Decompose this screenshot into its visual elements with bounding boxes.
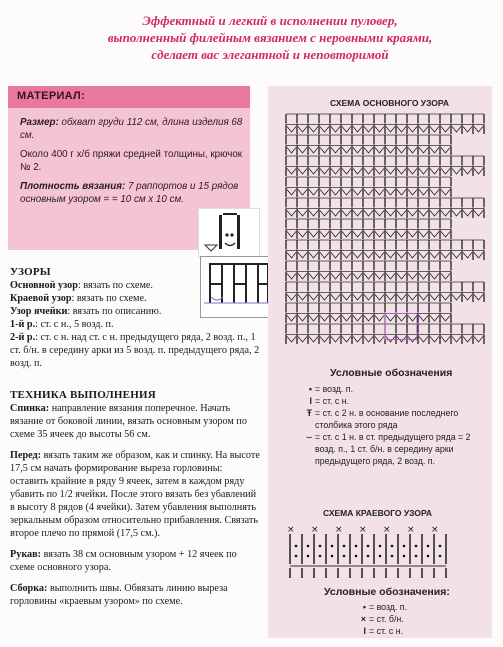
front-paragraph	[10, 449, 262, 540]
main-pattern-chart	[268, 86, 492, 346]
legend2-title: Условные обозначения:	[324, 586, 450, 598]
legend2-text: = ст. с н.	[369, 626, 404, 636]
patterns-section	[10, 266, 262, 370]
legend-symbol: I	[309, 396, 312, 406]
legend2-list	[338, 601, 478, 637]
pattern-main-text: : вязать по схеме.	[77, 280, 153, 291]
pattern-edge-text: : вязать по схеме.	[71, 293, 147, 304]
legend2-text: = возд. п.	[369, 602, 408, 612]
svg-text:×: ×	[287, 525, 295, 535]
assembly-label: Сборка:	[10, 583, 48, 594]
legend-symbol: Ŧ	[306, 408, 312, 418]
svg-text:×: ×	[431, 525, 439, 535]
front-text: вязать таким же образом, как и спинку. На высоте 17,5 см начать формирование выреза горловины: оставить крайние в ряду 9 ячеек, затем в каждом ряду убавить по 1/2 ячейки. После этого вязать без убавлений в высоту 8 рядов (4 ячейки). Затем убавления выполнять зеркальным образом относительно прибавления. Связать второе плечо по прямой (17,5 см.).	[10, 450, 260, 539]
svg-text:×: ×	[335, 525, 343, 535]
material-header	[8, 86, 250, 108]
legend-title: Условные обозначения	[330, 367, 453, 379]
pattern-row2	[10, 331, 262, 370]
legend-text: = ст. с 2 н. в основание последнего столбика этого ряда	[315, 408, 459, 430]
pattern-cell	[10, 305, 262, 318]
svg-text:×: ×	[383, 525, 391, 535]
svg-text:×: ×	[359, 525, 367, 535]
page-title	[60, 12, 480, 63]
pattern-main	[10, 279, 262, 292]
title-line-1: Эффектный и легкий в исполнении пуловер,	[142, 13, 398, 28]
density-paragraph	[20, 180, 245, 206]
legend2-symbol: •	[362, 602, 366, 612]
svg-text:×: ×	[407, 525, 415, 535]
size-text: обхват груди 112 см, длина изделия 68 см.	[20, 117, 243, 141]
material-body	[20, 116, 245, 212]
legend2-symbol: ×	[360, 614, 366, 624]
legend-item	[284, 407, 484, 431]
pattern-cell-label: Узор ячейки	[10, 306, 68, 317]
title-line-3: сделает вас элегантной и неповторимой	[151, 47, 389, 62]
pattern-row1	[10, 318, 262, 331]
svg-text:×: ×	[311, 525, 319, 535]
size-paragraph	[20, 116, 245, 142]
edge-pattern-title: СХЕМА КРАЕВОГО УЗОРА	[323, 508, 433, 518]
density-text: 7 раппортов и 15 рядов основным узором = = 10 см х 10 см.	[20, 181, 239, 205]
legend2-symbol: I	[363, 626, 366, 636]
pattern-cell-text: : вязать по описанию.	[67, 306, 162, 317]
diagram-panel	[268, 86, 492, 638]
legend2-text: = ст. б/н.	[369, 614, 404, 624]
sleeve-paragraph	[10, 548, 262, 574]
legend2-item	[338, 613, 478, 625]
legend-symbol: ⌣	[306, 432, 312, 442]
technique-heading: ТЕХНИКА ВЫПОЛНЕНИЯ	[10, 389, 156, 401]
cell-symbol-svg	[199, 209, 259, 257]
assembly-paragraph	[10, 582, 262, 608]
legend-text: = ст. с 1 н. в ст. предыдущего ряда = 2 возд. п., 1 ст. б/н. в середину арки предыдущего ряда, 2 возд. п.	[315, 432, 471, 466]
legend-text: = ст. с н.	[315, 396, 350, 406]
main-pattern-title: СХЕМА ОСНОВНОГО УЗОРА	[330, 98, 449, 108]
sleeve-label: Рукав:	[10, 549, 42, 560]
yarn-paragraph: Около 400 г х/б пряжи средней толщины, крючок № 2.	[20, 149, 243, 173]
front-label: Перед:	[10, 450, 42, 461]
row1-label: 1-й р.	[10, 319, 36, 330]
pattern-main-label: Основной узор	[10, 280, 78, 291]
legend-symbol: •	[308, 384, 312, 394]
legend-item	[284, 431, 484, 467]
cell-symbol-diagram	[198, 208, 260, 258]
sleeve-text: вязать 38 см основным узором + 12 ячеек по схеме основного узора.	[10, 549, 237, 573]
legend-list	[284, 383, 484, 467]
density-label: Плотность вязания:	[20, 181, 126, 192]
row1-text: : ст. с н., 5 возд. п.	[35, 319, 114, 330]
back-paragraph	[10, 402, 262, 441]
technique-section	[10, 389, 262, 608]
row2-text: : ст. с н. над ст. с н. предыдущего ряда, 2 возд. п., 1 ст. б/н. в середину арки из 5 возд. п. предыдущего ряда, 2 возд. п.	[10, 332, 260, 369]
legend2-item	[338, 625, 478, 637]
material-heading: МАТЕРИАЛ:	[17, 90, 86, 102]
back-text: направление вязания поперечное. Начать вязание от боковой линии, вязать основным узором по схеме 35 ячеек до высоты 56 см.	[10, 403, 247, 440]
pattern-edge	[10, 292, 262, 305]
assembly-text: выполнить швы. Обвязать линию выреза горловины «краевым узором» по схеме.	[10, 583, 228, 607]
back-label: Спинка:	[10, 403, 50, 414]
legend-text: = возд. п.	[315, 384, 354, 394]
row2-label: 2-й р.	[10, 332, 36, 343]
legend-item	[284, 395, 484, 407]
title-line-2: выполненный филейным вязанием с неровными краями,	[107, 30, 433, 45]
size-label: Размер:	[20, 117, 59, 128]
legend-item	[284, 383, 484, 395]
patterns-heading: УЗОРЫ	[10, 266, 51, 278]
legend2-item	[338, 601, 478, 613]
pattern-edge-label: Краевой узор	[10, 293, 72, 304]
